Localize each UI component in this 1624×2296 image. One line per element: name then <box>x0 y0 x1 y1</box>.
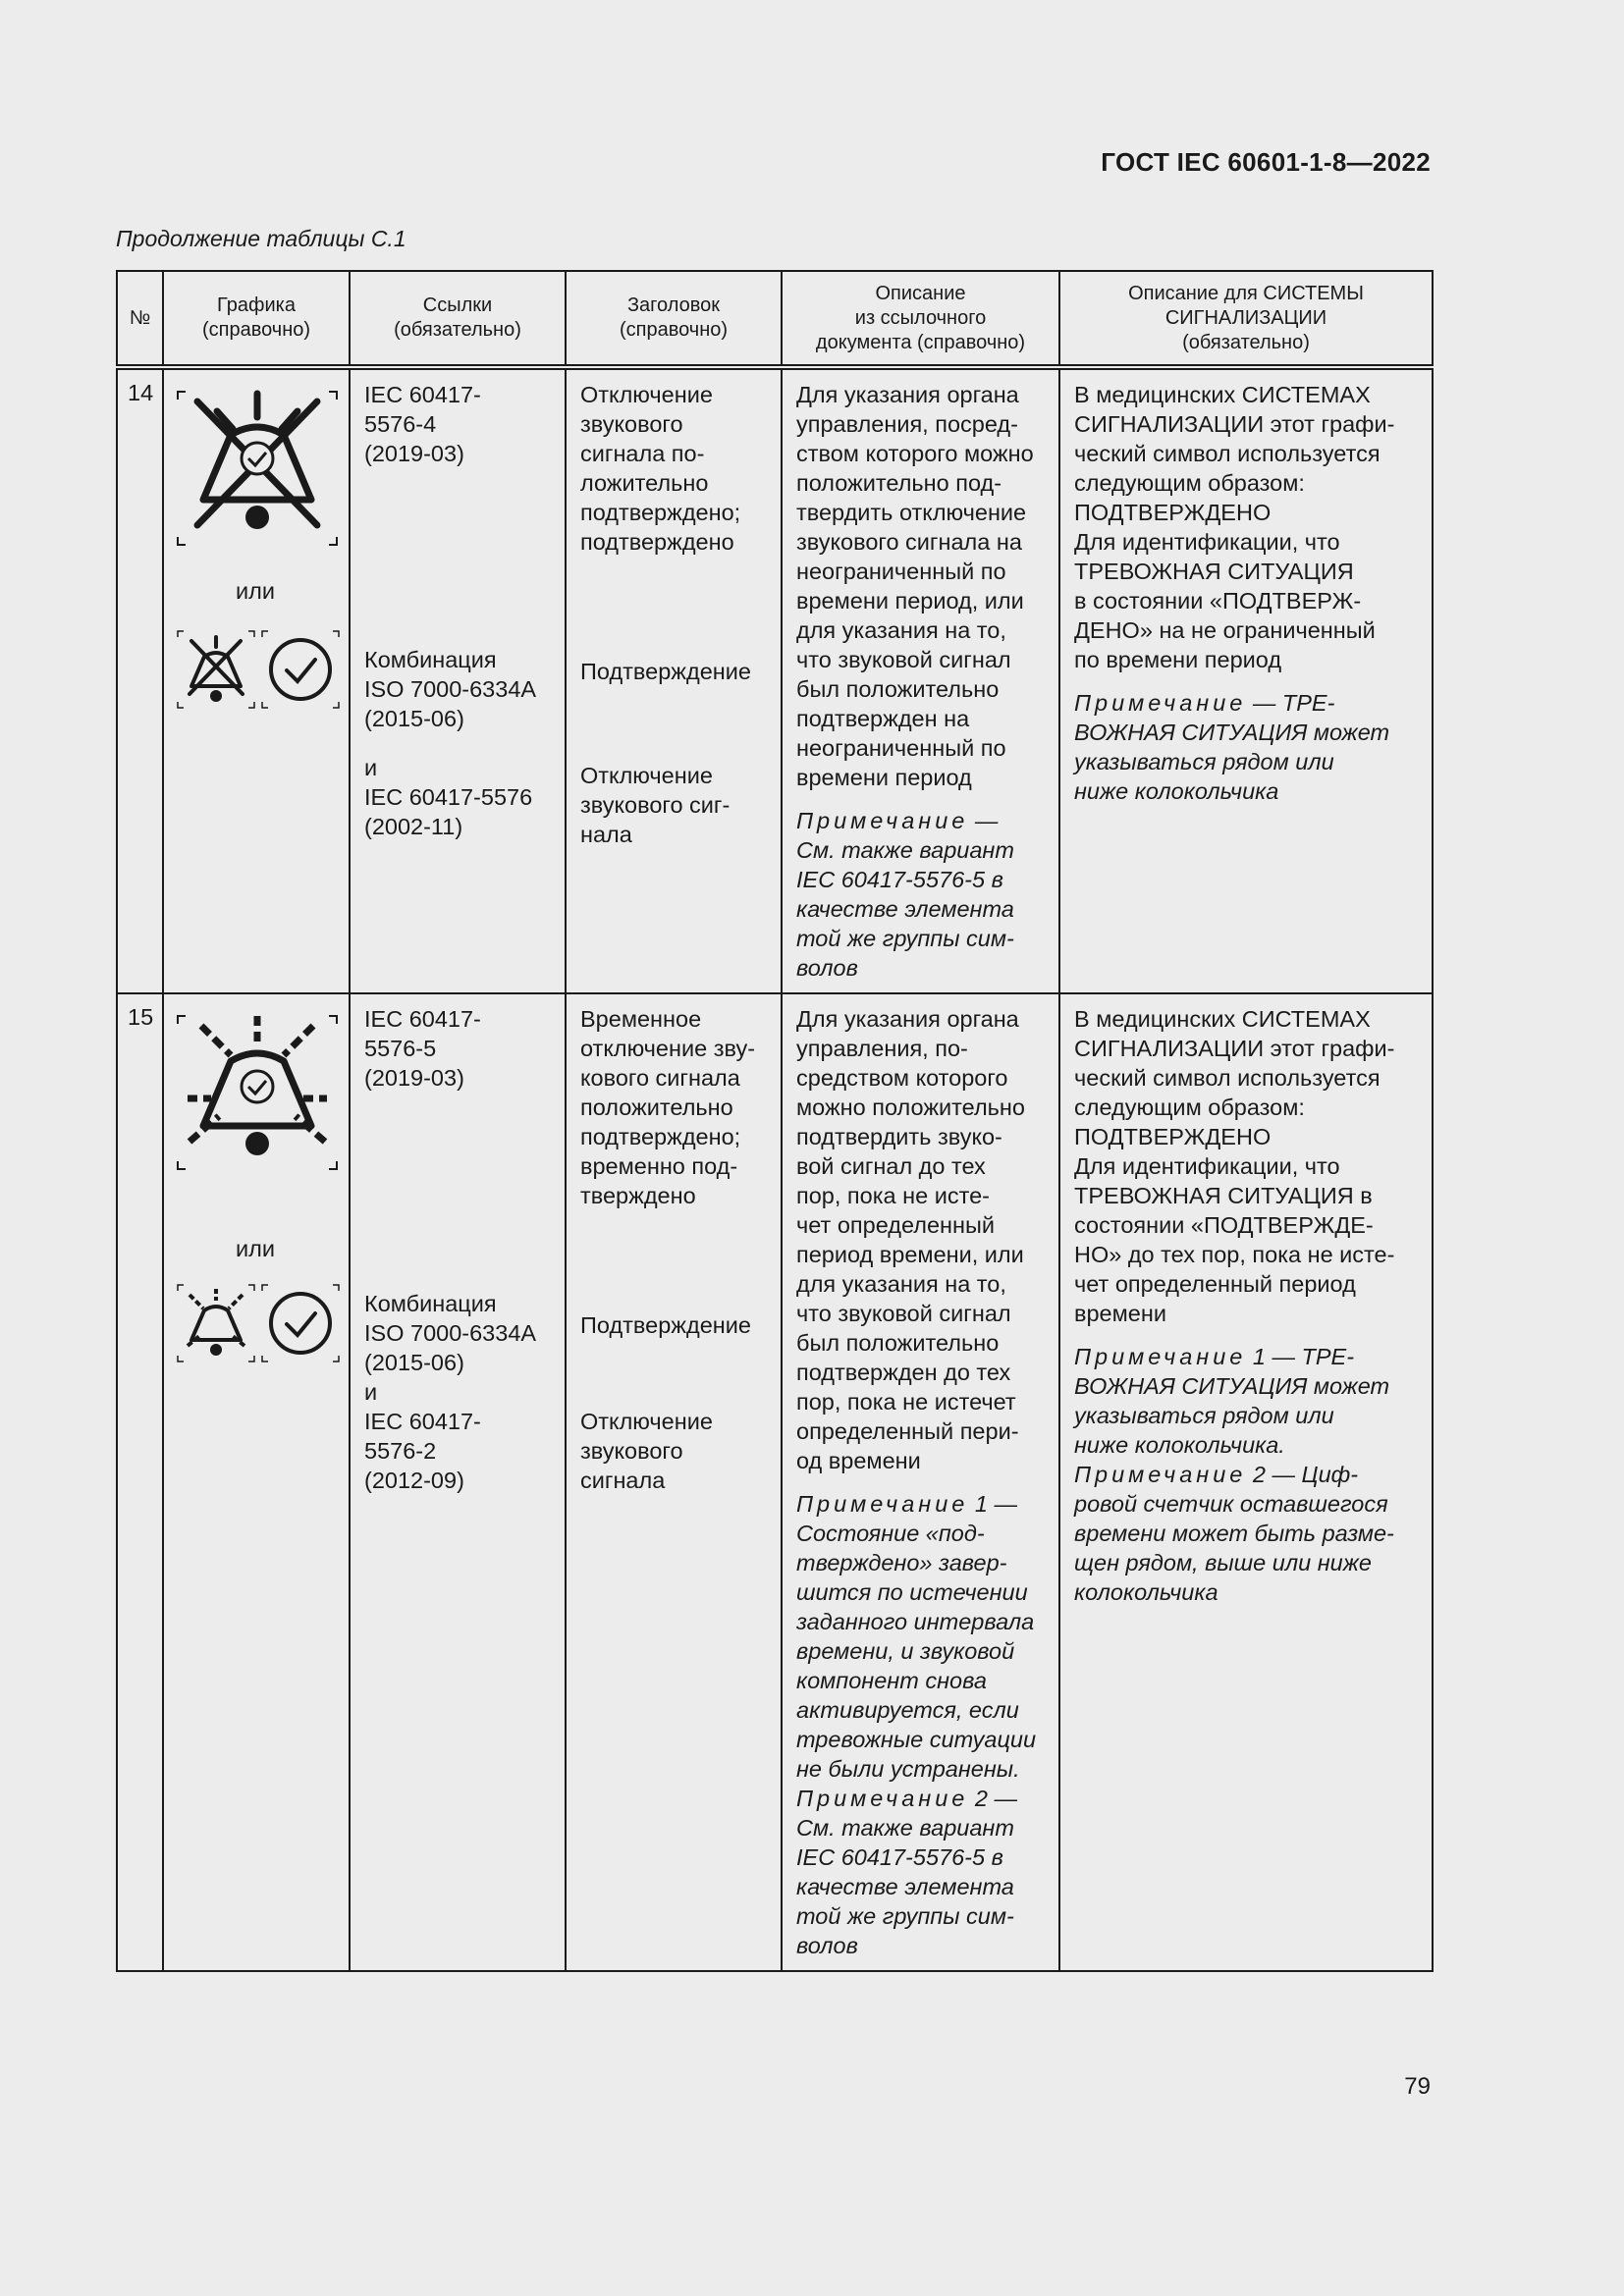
header-title: Заголовок (справочно) <box>566 271 782 367</box>
system-note-1: Примечание 1 — ТРЕ- <box>1074 1344 1355 1369</box>
table-caption: Продолжение таблицы С.1 <box>116 226 406 251</box>
description-note: Примечание — <box>796 808 999 833</box>
table-row <box>117 993 1433 1971</box>
document-code: ГОСТ IEC 60601-1-8—2022 <box>1101 147 1431 177</box>
header-graphic: Графика (справочно) <box>163 271 350 367</box>
description-note-2: Примечание 2 — <box>796 1786 1017 1811</box>
page-number: 79 <box>1404 2073 1431 2100</box>
header-number: № <box>117 271 163 367</box>
or-label: или <box>236 1236 275 1261</box>
description-cell: Для указания органа управления, посред- ством которого можно положительно под- твердить отключение звукового сигнала на неограниченный по времени период, или для указания на то, что звуковой сигнал был положительно подтвержден на неограниченный по времени период Примечание — См. также вариант IEC 60417-5576-5 в качестве элемента той же группы сим- волов <box>782 367 1059 993</box>
table-header-row <box>117 271 1433 367</box>
alarm-paused-icon <box>172 1279 260 1367</box>
acknowledged-check-icon <box>256 625 345 714</box>
graphic-cell <box>163 367 350 993</box>
system-description-cell: В медицинских СИСТЕМАХ СИГНАЛИЗАЦИИ этот графи- ческий символ используется следующим образом: ПОДТВЕРЖДЕНО Для идентификации, что ТРЕВОЖНАЯ СИТУАЦИЯ в состоянии «ПОДТВЕРЖ- ДЕНО» на не ограниченный по времени период Примечание — ТРЕ- ВОЖНАЯ СИТУАЦИЯ может указываться рядом или ниже колокольчика <box>1059 367 1433 993</box>
description-cell: Для указания органа управления, по- средством которого можно положительно подтвердить звуко- вой сигнал до тех пор, пока не исте- чет определенный период времени, или для указания на то, что звуковой сигнал был положительно подтвержден до тех пор, пока не истечет определенный пери- од времени Примечание 1 — Состояние «под- тверждено» завер- шится по истечении заданного интервала времени, и звуковой компонент снова активируется, если тревожные ситуации не были устранены. Примечание 2 — См. также вариант IEC 60417-5576-5 в качестве элемента той же группы сим- волов <box>782 993 1059 1971</box>
acknowledged-check-icon <box>256 1279 345 1367</box>
title-cell: Отключение звукового сигнала по- ложительно подтверждено; подтверждено Подтверждение Отключение звукового сиг- нала <box>566 367 782 993</box>
alarm-off-icon <box>172 625 260 714</box>
header-description: Описание из ссылочного документа (справочно) <box>782 271 1059 367</box>
row-number: 15 <box>117 993 163 1971</box>
or-label: или <box>236 578 275 604</box>
alarm-off-acknowledged-icon <box>166 380 349 557</box>
symbols-table <box>116 270 1434 1972</box>
header-system-description: Описание для СИСТЕМЫ СИГНАЛИЗАЦИИ (обязательно) <box>1059 271 1433 367</box>
system-note: Примечание — ТРЕ- <box>1074 690 1335 716</box>
header-references: Ссылки (обязательно) <box>350 271 566 367</box>
title-cell: Временное отключение зву- кового сигнала положительно подтверждено; временно под- тверждено Подтверждение Отключение звукового сигнала <box>566 993 782 1971</box>
references-cell: IEC 60417- 5576-5 (2019-03) Комбинация ISO 7000-6334A (2015-06) и IEC 60417- 5576-2 (2012-09) <box>350 993 566 1971</box>
graphic-cell <box>163 993 350 1971</box>
table-row <box>117 367 1433 993</box>
row-number: 14 <box>117 367 163 993</box>
description-note-1: Примечание 1 — <box>796 1491 1017 1517</box>
alarm-paused-acknowledged-icon <box>166 1004 349 1181</box>
system-description-cell: В медицинских СИСТЕМАХ СИГНАЛИЗАЦИИ этот графи- ческий символ используется следующим образом: ПОДТВЕРЖДЕНО Для идентификации, что ТРЕВОЖНАЯ СИТУАЦИЯ в состоянии «ПОДТВЕРЖДЕ- НО» до тех пор, пока не исте- чет определенный период времени Примечание 1 — ТРЕ- ВОЖНАЯ СИТУАЦИЯ может указываться рядом или ниже колокольчика. Примечание 2 — Циф- ровой счетчик оставшегося времени может быть разме- щен рядом, выше или ниже колокольчика <box>1059 993 1433 1971</box>
references-cell: IEC 60417- 5576-4 (2019-03) Комбинация ISO 7000-6334A (2015-06) и IEC 60417-5576 (2002-11) <box>350 367 566 993</box>
system-note-2: Примечание 2 — Циф- <box>1074 1462 1359 1487</box>
